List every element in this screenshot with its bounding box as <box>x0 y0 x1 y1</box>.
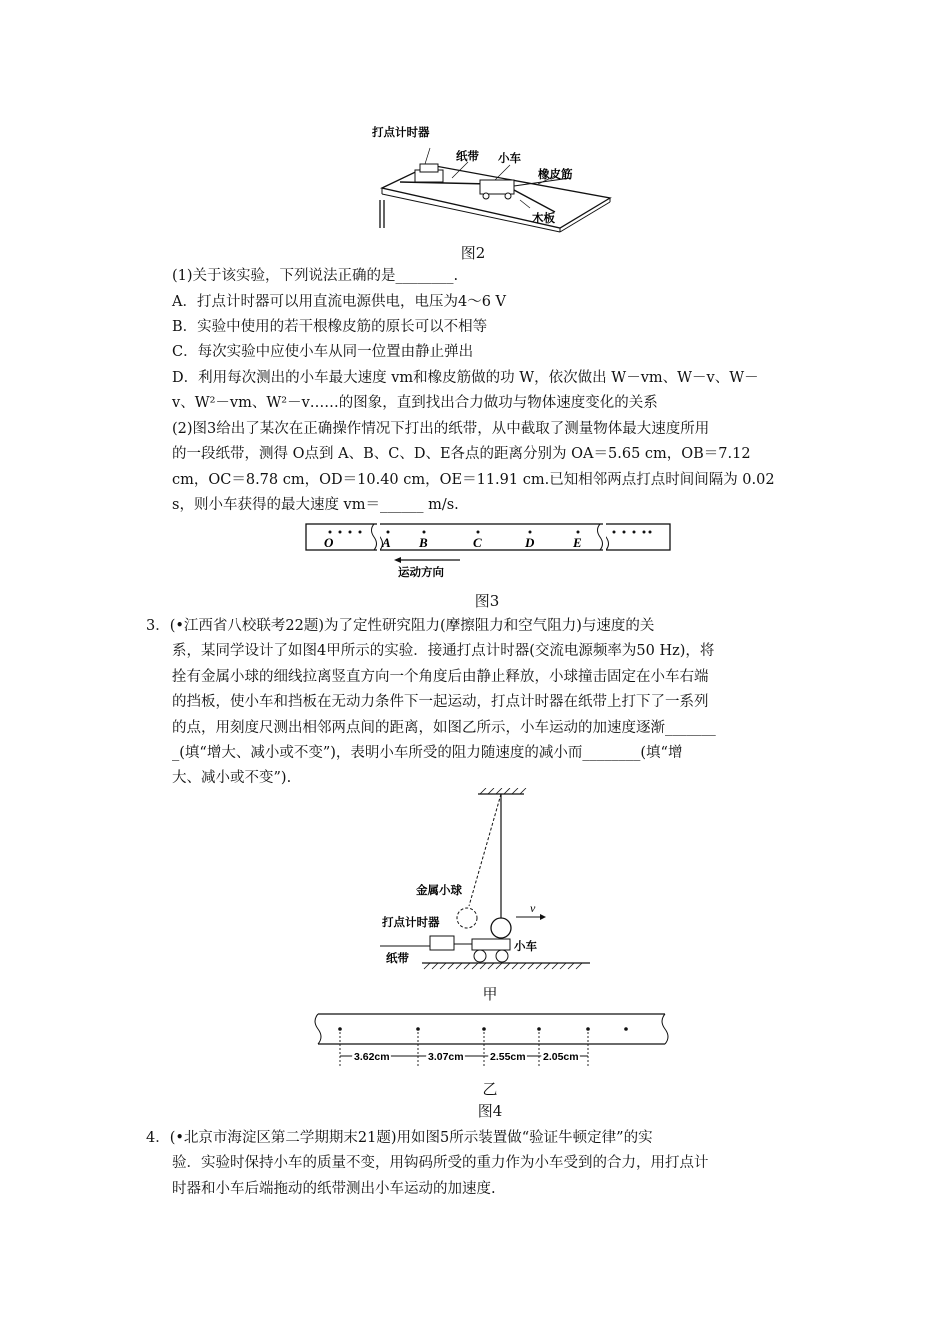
q2-1-option-d-line2: v、W²－vm、W²－v……的图象，直到找出合力做功与物体速度变化的关系 <box>172 395 658 411</box>
q3-line2: 系，某同学设计了如图4甲所示的实验．接通打点计时器(交流电源频率为50 Hz)，将 <box>172 643 715 659</box>
fig3-point-e: E <box>573 535 582 550</box>
q3-line7: 大、减小或不变”). <box>172 770 292 786</box>
figure-3-tape <box>300 520 680 582</box>
q2-1-option-d-line1: D．利用每次测出的小车最大速度 vm和橡皮筋做的功 W，依次做出 W－vm、W－v、W－ <box>172 370 759 386</box>
fig2-caption: 图2 <box>460 244 486 262</box>
fig4-sub-caption-b: 乙 <box>482 1080 498 1098</box>
q2-2-line4: s，则小车获得的最大速度 vm＝______ m/s. <box>172 497 459 513</box>
figure-4b-tape <box>310 1010 670 1078</box>
q3-line3: 拴有金属小球的细线拉离竖直方向一个角度后由静止释放，小球撞击固定在小车右端 <box>172 669 709 685</box>
q3-line5: 的点，用刻度尺测出相邻两点间的距离，如图乙所示，小车运动的加速度逐渐_______ <box>172 720 716 736</box>
q2-2-line1: (2)图3给出了某次在正确操作情况下打出的纸带，从中截取了测量物体最大速度所用 <box>172 421 710 437</box>
fig4-caption: 图4 <box>477 1102 503 1120</box>
fig4-label-v: v <box>530 901 536 915</box>
q4-line2: 验．实验时保持小车的质量不变，用钩码所受的重力作为小车受到的合力，用打点计 <box>172 1155 709 1171</box>
q2-2-line2: 的一段纸带，测得 O点到 A、B、C、D、E各点的距离分别为 OA＝5.65 cm，OB＝7.12 <box>172 446 751 462</box>
q2-1-option-c: C．每次实验中应使小车从同一位置由静止弹出 <box>172 344 474 360</box>
fig2-label-tape: 纸带 <box>456 149 479 163</box>
q4-line3: 时器和小车后端拖动的纸带测出小车运动的加速度. <box>172 1181 496 1197</box>
fig3-point-c: C <box>473 535 482 550</box>
fig4-distance-4: 2.05cm <box>543 1051 579 1063</box>
q2-1-stem: (1)关于该实验，下列说法正确的是________. <box>172 268 459 284</box>
fig4-distance-1: 3.62cm <box>354 1051 390 1063</box>
fig3-direction-label: 运动方向 <box>398 565 444 579</box>
figure-2-apparatus <box>360 120 620 240</box>
fig4-label-cart: 小车 <box>514 939 537 953</box>
fig3-point-a: A <box>382 535 391 550</box>
fig4-sub-caption-a: 甲 <box>482 985 498 1003</box>
q2-1-option-b: B．实验中使用的若干根橡皮筋的原长可以不相等 <box>172 319 488 335</box>
fig2-label-cart: 小车 <box>498 151 521 165</box>
q4-line1: 4．(•北京市海淀区第二学期期末21题)用如图5所示装置做“验证牛顿定律”的实 <box>146 1130 653 1146</box>
q2-1-option-a: A．打点计时器可以用直流电源供电，电压为4～6 V <box>172 294 507 310</box>
fig3-point-o: O <box>324 535 334 550</box>
fig3-caption: 图3 <box>474 592 500 610</box>
fig3-point-b: B <box>419 535 428 550</box>
fig2-label-board: 木板 <box>532 211 555 225</box>
q3-line4: 的挡板，使小车和挡板在无动力条件下一起运动，打点计时器在纸带上打下了一系列 <box>172 694 709 710</box>
fig4-distance-2: 3.07cm <box>428 1051 464 1063</box>
fig2-label-rubber: 橡皮筋 <box>538 167 573 181</box>
figure-4a-pendulum-cart <box>380 788 590 978</box>
q2-2-line3: cm，OC＝8.78 cm，OD＝10.40 cm，OE＝11.91 cm.已知相邻两点打点时间间隔为 0.02 <box>172 472 775 488</box>
q3-line1: 3．(•江西省八校联考22题)为了定性研究阻力(摩擦阻力和空气阻力)与速度的关 <box>146 618 655 634</box>
fig2-label-timer: 打点计时器 <box>372 125 430 139</box>
q3-line6: _(填“增大、减小或不变”)，表明小车所受的阻力随速度的减小而________(填“增 <box>172 745 683 761</box>
fig4-label-ball: 金属小球 <box>416 883 462 897</box>
fig4-label-timer: 打点计时器 <box>382 915 440 929</box>
fig4-label-tape: 纸带 <box>386 951 409 965</box>
fig4-distance-3: 2.55cm <box>490 1051 526 1063</box>
fig3-point-d: D <box>525 535 535 550</box>
